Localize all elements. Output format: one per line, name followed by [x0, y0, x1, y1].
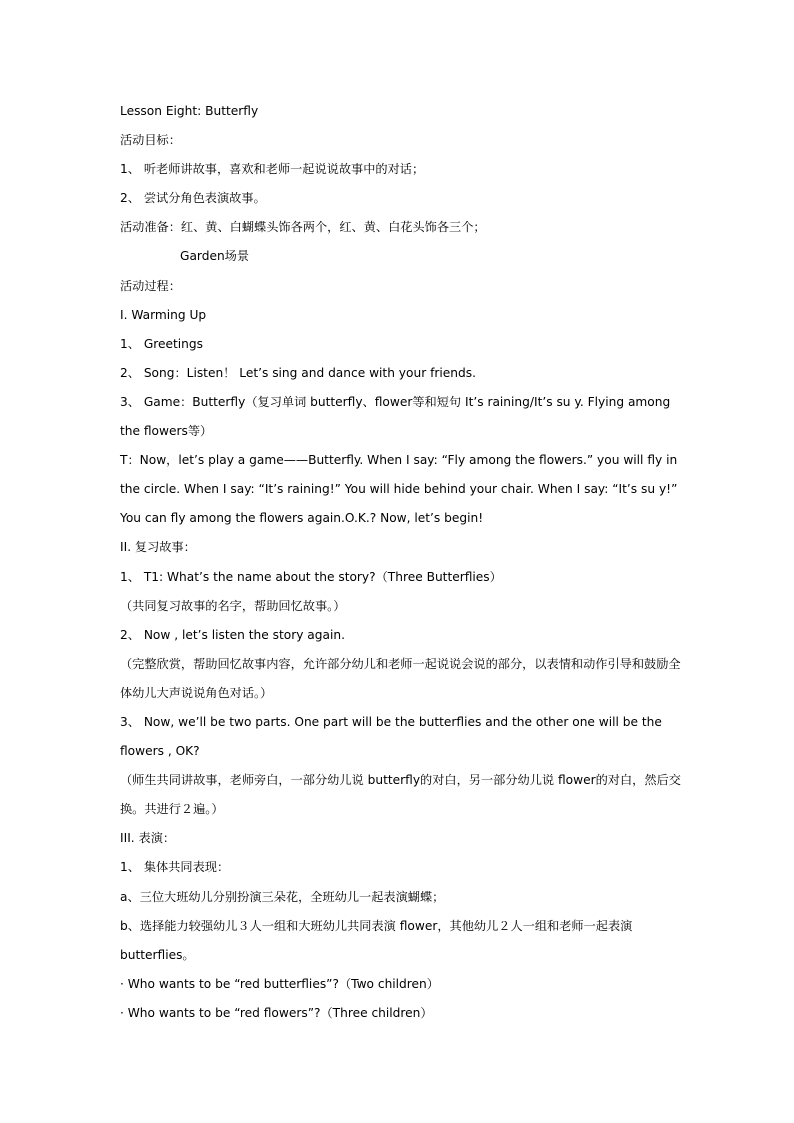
- preparation-scene: Garden场景: [180, 249, 250, 264]
- document-page: [120, 97, 680, 1028]
- section-1-item-2: 2、 Song：Listen！ Let’s sing and dance with your friends.: [120, 365, 476, 380]
- section-1-item-3-continued: the flowers等）: [120, 424, 213, 439]
- lesson-title: Lesson Eight: Butterfly: [120, 104, 259, 118]
- section-3-heading: III. 表演：: [120, 831, 176, 846]
- teacher-line-2: the circle. When I say: “It’s raining!” You will hide behind your chair. When I say: “It’s su y!”: [120, 482, 678, 497]
- teacher-line-3: You can fly among the flowers again.O.K.? Now, let’s begin!: [120, 511, 484, 526]
- section-2-note-1: （共同复习故事的名字，帮助回忆故事。）: [120, 598, 346, 613]
- section-3-item-b: b、选择能力较强幼儿３人一组和大班幼儿共同表演 flower，其他幼儿２人一组和老师一起表演: [120, 918, 633, 933]
- section-2-note-3: （师生共同讲故事，老师旁白，一部分幼儿说 butterfly的对白，另一部分幼儿说 flower的对白，然后交: [120, 773, 681, 788]
- section-3-item-1: 1、 集体共同表现：: [120, 860, 230, 875]
- section-2-note-2-continued: 体幼儿大声说说角色对话。）: [120, 685, 273, 700]
- section-2-note-3-continued: 换。共进行２遍。）: [120, 802, 224, 817]
- section-2-heading: II. 复习故事：: [120, 540, 196, 555]
- process-heading: 活动过程：: [120, 278, 181, 293]
- section-2-item-3: 3、 Now, we’ll be two parts. One part will be the butterflies and the other one will be the: [120, 714, 662, 729]
- section-3-item-b-continued: butterflies。: [120, 947, 195, 962]
- section-1-heading: I. Warming Up: [120, 307, 207, 322]
- goals-heading: 活动目标：: [120, 133, 181, 148]
- section-1-item-3: 3、 Game：Butterfly（复习单词 butterfly、flower等和短句 It’s raining/It’s su y. Flying among: [120, 394, 671, 409]
- section-1-item-1: 1、 Greetings: [120, 336, 203, 351]
- goal-item-2: 2、 尝试分角色表演故事。: [120, 191, 266, 206]
- section-2-item-2: 2、 Now , let’s listen the story again.: [120, 627, 345, 642]
- teacher-line-1: T：Now，let’s play a game——Butterfly. When I say: “Fly among the flowers.” you will fly in: [120, 453, 678, 468]
- question-1: · Who wants to be “red butterflies”?（Two children）: [120, 976, 439, 991]
- section-2-item-3-continued: flowers , OK?: [120, 744, 200, 759]
- section-3-item-a: a、三位大班幼儿分别扮演三朵花，全班幼儿一起表演蝴蝶；: [120, 889, 445, 904]
- section-2-note-2: （完整欣赏，帮助回忆故事内容，允许部分幼儿和老师一起说说会说的部分，以表情和动作引导和鼓励全: [120, 656, 681, 671]
- goal-item-1: 1、 听老师讲故事，喜欢和老师一起说说故事中的对话；: [120, 162, 425, 177]
- question-2: · Who wants to be “red flowers”?（Three children）: [120, 1005, 433, 1020]
- preparation-line: 活动准备：红、黄、白蝴蝶头饰各两个，红、黄、白花头饰各三个；: [120, 220, 486, 235]
- section-2-item-1: 1、 T1: What’s the name about the story?（Three Butterflies）: [120, 569, 502, 584]
